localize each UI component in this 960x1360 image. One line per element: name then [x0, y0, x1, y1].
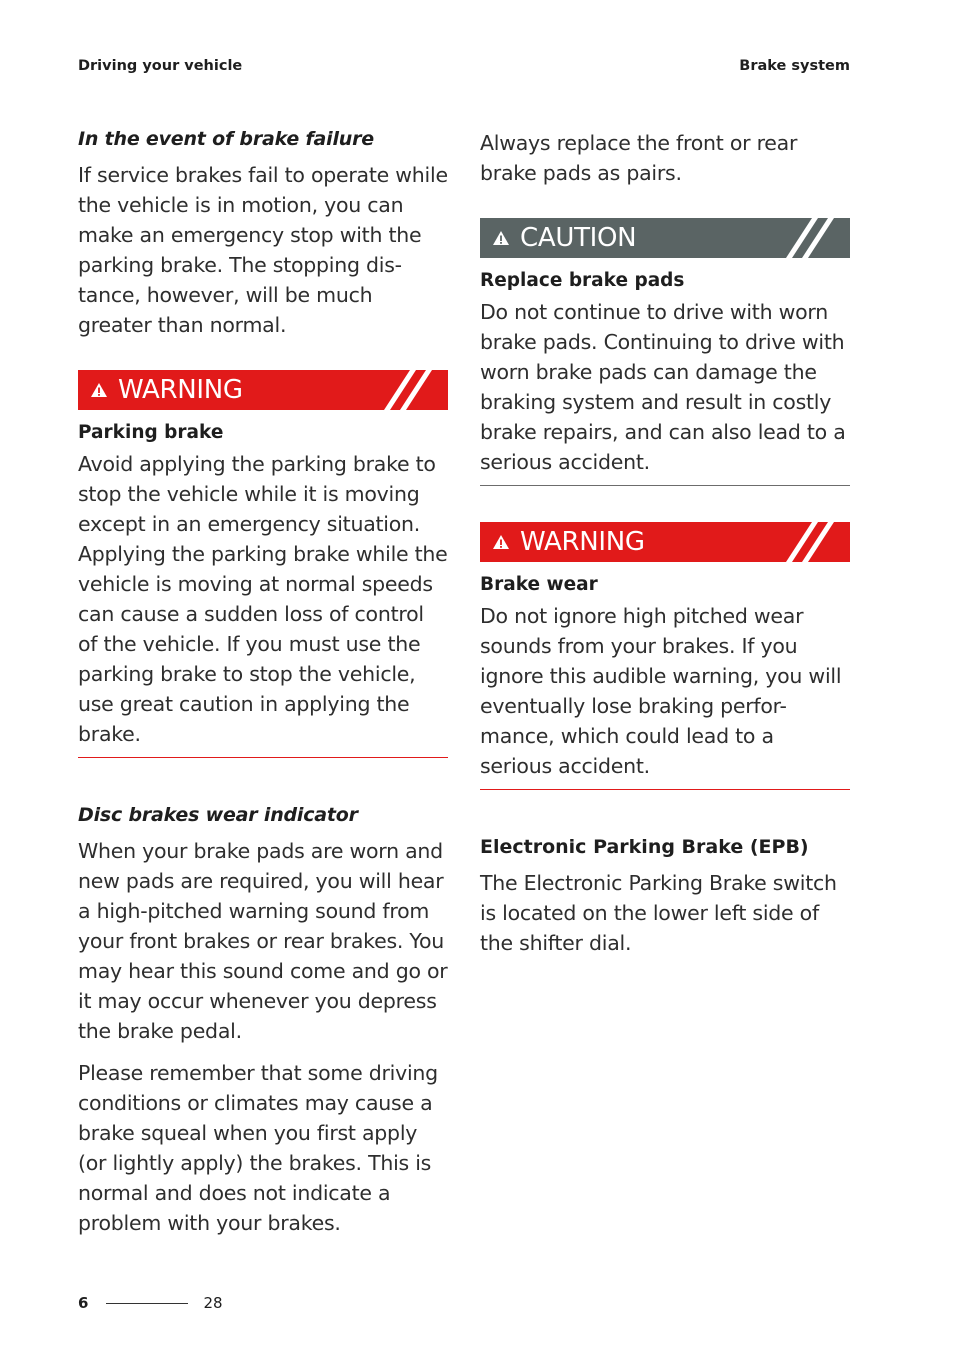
parking-brake-text: Avoid applying the parking brake to stop the vehicle while it is moving except in an emergency situation. Applying the parking brake while the vehicle is moving at normal speeds can cause a sudden loss of control of the vehicle. If you must use the parking brake to stop the vehicle, use great caution in applying the brake. [78, 452, 448, 746]
warning-label: WARNING [118, 375, 243, 405]
epb-text: The Electronic Parking Brake switch is located on the lower left side of the shifter dial. [480, 871, 837, 955]
warning-banner [78, 370, 448, 410]
caution-end-rule [480, 485, 850, 486]
chapter-title: Driving your vehicle [78, 58, 243, 74]
warning-banner [480, 522, 850, 562]
diagonal-stripes-icon [374, 370, 448, 410]
warning-label: WARNING [520, 527, 645, 557]
brake-wear-text: Do not ignore high pitched wear sounds from your brakes. If you ignore this audible warning, you will eventually lose braking perfor-mance, which could lead to a serious accident. [480, 604, 842, 778]
warning-triangle-icon [90, 382, 108, 398]
footer-divider [106, 1303, 188, 1304]
replace-pads-heading: Replace brake pads [480, 270, 685, 291]
section-title: Brake system [739, 58, 850, 74]
caution-label: CAUTION [520, 223, 637, 253]
parking-brake-heading: Parking brake [78, 422, 224, 443]
page-footer [78, 1294, 223, 1312]
warning-triangle-icon [492, 534, 510, 550]
brake-wear-heading: Brake wear [480, 574, 598, 595]
pads-pairs-text: Always replace the front or rear brake pads as pairs. [480, 131, 798, 185]
diagonal-stripes-icon [776, 218, 850, 258]
epb-heading: Electronic Parking Brake (EPB) [480, 836, 809, 858]
wear-indicator-heading: Disc brakes wear indicator [78, 804, 358, 826]
brake-failure-heading: In the event of brake failure [78, 128, 374, 150]
replace-pads-text: Do not continue to drive with worn brake pads. Continuing to drive with worn brake pads can damage the braking system and result in costly brake repairs, and can also lead to a serious accident. [480, 300, 846, 474]
wear-indicator-text-1: When your brake pads are worn and new pads are required, you will hear a high-pitched warning sound from your front brakes or rear brakes. You may hear this sound come and go or it may occur whenever you depress the brake pedal. [78, 839, 448, 1043]
diagonal-stripes-icon [776, 522, 850, 562]
page-number: 28 [203, 1294, 223, 1312]
wear-indicator-text-2: Please remember that some driving conditions or climates may cause a brake squeal when you first apply (or lightly apply) the brakes. This is normal and does not indicate a problem with your brakes. [78, 1061, 438, 1235]
brake-failure-text: If service brakes fail to operate while the vehicle is in motion, you can make an emergency stop with the parking brake. The stopping dis-tance, however, will be much greater than normal. [78, 163, 448, 337]
warning-end-rule [480, 789, 850, 790]
left-column [78, 128, 448, 1250]
running-header [78, 58, 850, 74]
warning-end-rule [78, 757, 448, 758]
chapter-number: 6 [78, 1294, 89, 1312]
warning-triangle-icon [492, 230, 510, 246]
right-column [480, 128, 850, 970]
caution-banner [480, 218, 850, 258]
